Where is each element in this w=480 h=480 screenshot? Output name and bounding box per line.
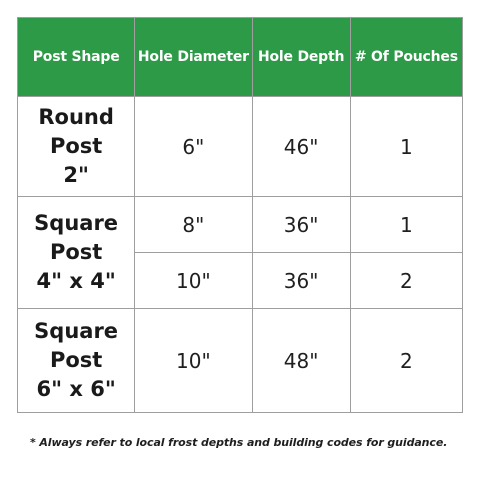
table-row [18,97,463,197]
post-shape-line: Post [49,348,103,372]
footnote: * Always refer to local frost depths and building codes for guidance. [30,436,448,449]
post-shape-line: 6" x 6" [36,377,116,401]
pouches-cell: 2 [350,253,462,309]
hole-diameter-cell: 10" [135,309,252,413]
post-shape-cell [18,309,135,413]
post-shape-line: Round [38,105,114,129]
post-shape-line: Square [34,211,119,235]
pouches-cell: 2 [350,309,462,413]
post-shape-cell [18,197,135,309]
pouches-cell: 1 [350,97,462,197]
post-shape-line: Square [34,319,119,343]
table-row [18,197,463,253]
hole-diameter-cell: 8" [135,197,252,253]
hole-depth-cell: 36" [252,197,350,253]
hole-depth-cell: 36" [252,253,350,309]
pouches-cell: 1 [350,197,462,253]
hole-diameter-cell: 6" [135,97,252,197]
header-hole-depth: Hole Depth [252,18,350,97]
hole-depth-cell: 46" [252,97,350,197]
post-shape-line: Post [49,240,103,264]
post-shape-cell [18,97,135,197]
post-hole-table [17,17,463,413]
header-post-shape: Post Shape [18,18,135,97]
hole-diameter-cell: 10" [135,253,252,309]
hole-depth-cell: 48" [252,309,350,413]
table-row [18,309,463,413]
post-hole-table-container [17,17,463,413]
post-shape-line: Post [49,134,103,158]
header-pouches: # Of Pouches [350,18,462,97]
table-header-row [18,18,463,97]
post-shape-line: 4" x 4" [36,269,116,293]
header-hole-diameter: Hole Diameter [135,18,252,97]
post-shape-line: 2" [63,163,89,187]
